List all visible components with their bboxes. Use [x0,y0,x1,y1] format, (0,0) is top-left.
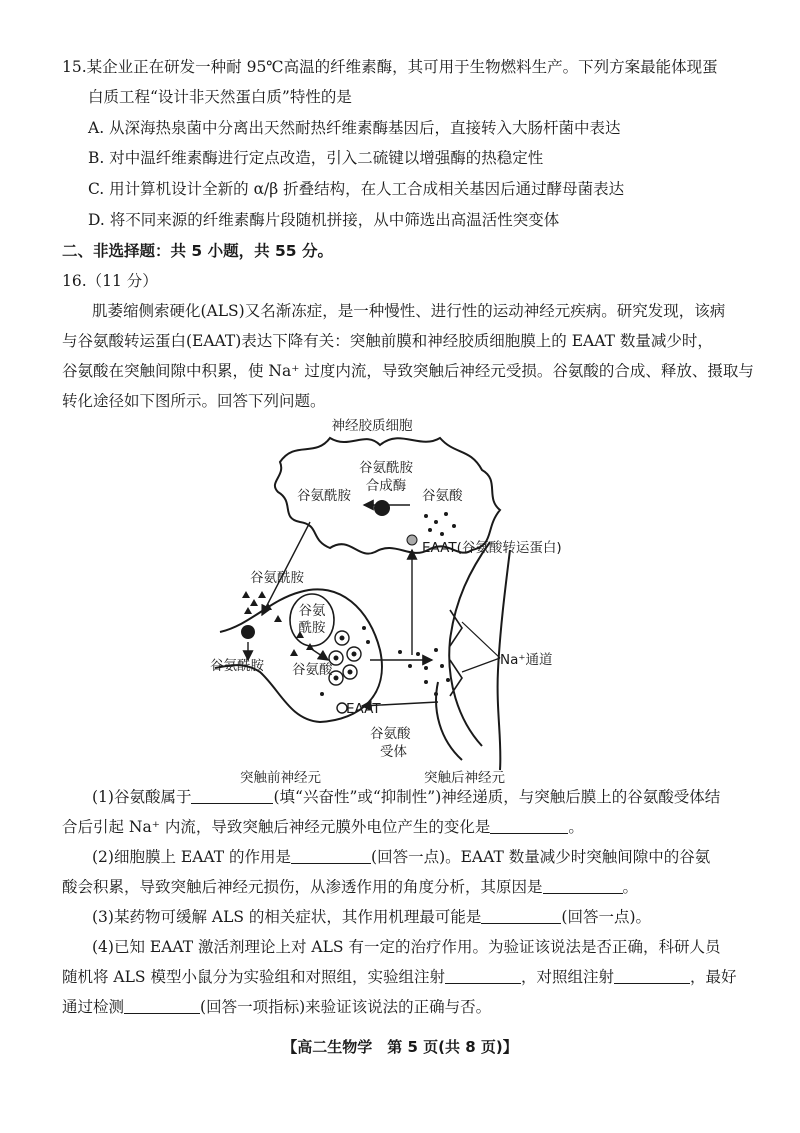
answer-blank[interactable] [191,787,273,804]
na-channel-label: Na⁺通道 [500,652,553,668]
glutamine-mid-label: 谷氨酰胺 [250,570,304,586]
q16-1-line2: 合后引起 Na⁺ 内流，导致突触后神经元膜外电位产生的变化是 。 [62,818,584,836]
page-footer: 【高二生物学 第 5 页(共 8 页)】 [282,1038,518,1056]
q15-option-a: A. 从深海热泉菌中分离出天然耐热纤维素酶基因后，直接转入大肠杆菌中表达 [88,119,621,137]
transporter-dot [241,625,255,639]
answer-blank[interactable] [614,967,690,984]
enzyme-label-2: 合成酶 [365,478,407,494]
glia-glutamate-dots [424,512,456,536]
eaat-pre-label: EAAT [346,701,381,717]
eaat-glia-marker [407,535,417,545]
q16-4-line1: (4)已知 EAAT 激活剂理论上对 ALS 有一定的治疗作用。为验证该说法是否正确，科研人员 [92,938,721,956]
q16-4-line2: 随机将 ALS 模型小鼠分为实验组和对照组，实验组注射 ，对照组注射 ，最好 [62,968,737,986]
cleft-glutamate-dots [398,648,450,696]
vesicle-label-1: 谷氨 [298,603,326,619]
answer-blank[interactable] [481,907,561,924]
q15-stem-line1: 15.某企业正在研发一种耐 95℃高温的纤维素酶，其可用于生物燃料生产。下列方案最能体现蛋 [62,58,718,76]
glutamine-glia-label: 谷氨酰胺 [297,488,351,504]
q16-intro-line2: 与谷氨酸转运蛋白(EAAT)表达下降有关：突触前膜和神经胶质细胞膜上的 EAAT 数量减少时， [62,332,713,350]
enzyme-dot [374,500,390,516]
glutamine-pre-label: 谷氨酰胺 [210,658,264,674]
q15-option-b: B. 对中温纤维素酶进行定点改造，引入二硫键以增强酶的热稳定性 [88,149,544,167]
postsynaptic-membrane [436,542,490,760]
answer-blank[interactable] [543,877,623,894]
vesicle-label-2: 酰胺 [298,620,326,636]
q15-stem-line2: 白质工程“设计非天然蛋白质”特性的是 [88,88,352,106]
q16-2-line1: (2)细胞膜上 EAAT 的作用是 (回答一点)。EAAT 数量减少时突触间隙中的谷氨 [92,848,711,866]
glutamate-glia-label: 谷氨酸 [422,488,463,504]
q16-header: 16.（11 分） [62,272,158,290]
post-neuron-label: 突触后神经元 [424,770,505,786]
receptor-label-2: 受体 [380,744,407,760]
q15-option-c: C. 用计算机设计全新的 α/β 折叠结构，在人工合成相关基因后通过酵母菌表达 [88,180,625,198]
q16-3-line1: (3)某药物可缓解 ALS 的相关症状，其作用机理最可能是 (回答一点)。 [92,908,652,926]
answer-blank[interactable] [445,967,521,984]
answer-blank[interactable] [490,817,568,834]
q16-4-line3: 通过检测 (回答一项指标)来验证该说法的正确与否。 [62,998,492,1016]
q15-option-d: D. 将不同来源的纤维素酶片段随机拼接，从中筛选出高温活性突变体 [88,211,560,229]
glutamate-pre-label: 谷氨酸 [292,662,333,678]
q16-intro-line4: 转化途径如下图所示。回答下列问题。 [62,392,326,410]
glial-cell-label: 神经胶质细胞 [331,418,413,434]
eaat-glia-label: EAAT(谷氨酸转运蛋白) [422,540,562,556]
vesicle-content-dots [320,626,370,696]
answer-blank[interactable] [124,997,200,1014]
synapse-diagram [200,410,600,788]
receptor-label-1: 谷氨酸 [370,726,411,742]
q16-2-line2: 酸会积累，导致突触后神经元损伤，从渗透作用的角度分析，其原因是 。 [62,878,639,896]
enzyme-label-1: 谷氨酰胺 [359,460,413,476]
section-title: 二、非选择题：共 5 小题，共 55 分。 [62,242,333,260]
q16-intro-line1: 肌萎缩侧索硬化(ALS)又名渐冻症，是一种慢性、进行性的运动神经元疾病。研究发现，该病 [92,302,726,320]
answer-blank[interactable] [291,847,371,864]
q16-intro-line3: 谷氨酸在突触间隙中积累，使 Na⁺ 过度内流，导致突触后神经元受损。谷氨酸的合成、释放、摄取与 [62,362,754,380]
pre-neuron-label: 突触前神经元 [240,770,321,786]
q16-1-line1: (1)谷氨酸属于 (填“兴奋性”或“抑制性”)神经递质，与突触后膜上的谷氨酸受体结 [92,788,721,806]
